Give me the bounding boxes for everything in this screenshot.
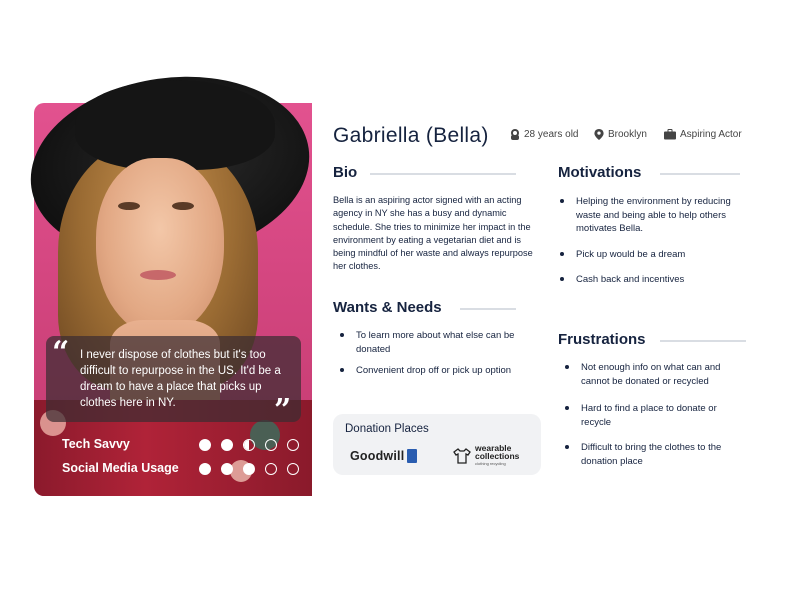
- divider: [660, 340, 746, 342]
- list-item: Not enough info on what can and cannot be donated or recycled: [563, 361, 738, 388]
- age-meta: [510, 129, 578, 140]
- list-item: Pick up would be a dream: [558, 248, 738, 262]
- meter-label: Tech Savvy: [62, 437, 130, 451]
- meter-dots: [199, 463, 299, 475]
- rating-dot: [221, 463, 233, 475]
- rating-dot: [287, 463, 299, 475]
- meter-tech-savvy: [62, 437, 312, 455]
- wearable-line1: wearable: [475, 443, 512, 453]
- meter-social-media: [62, 461, 312, 479]
- meter-dots: [199, 439, 299, 451]
- list-item: Difficult to bring the clothes to the donation place: [563, 441, 738, 468]
- location-text: Brooklyn: [608, 129, 647, 140]
- motivations-heading: Motivations: [558, 164, 642, 181]
- hat-crown-shape: [75, 80, 275, 170]
- rating-dot: [243, 463, 255, 475]
- goodwill-logo: [350, 449, 417, 463]
- goodwill-mark-icon: [407, 449, 417, 463]
- meter-label: Social Media Usage: [62, 461, 179, 475]
- motivations-list: [558, 195, 738, 287]
- rating-dot: [199, 439, 211, 451]
- persona-quote: I never dispose of clothes but it's too difficult to repurpose in the US. It'd be a dream to have a place that picks up clothes here in NY.: [80, 349, 281, 409]
- divider: [370, 173, 516, 175]
- list-item: Cash back and incentives: [558, 273, 738, 287]
- face-shape: [96, 158, 224, 336]
- bio-text: Bella is an aspiring actor signed with an acting agency in NY she has a busy and dynamic schedule. She tries to minimize her impact in the environment by eating a vegetarian diet and is being mindful of her waste and always repurpose her clothes.: [333, 195, 533, 272]
- rating-dot: [199, 463, 211, 475]
- persona-name: Gabriella (Bella): [333, 124, 489, 147]
- frustrations-list: [563, 361, 738, 468]
- divider: [460, 308, 516, 310]
- eye-right: [172, 202, 194, 210]
- rating-dot: [265, 463, 277, 475]
- donation-heading: Donation Places: [345, 423, 429, 435]
- wants-list: [338, 329, 528, 378]
- age-text: 28 years old: [524, 129, 579, 140]
- eye-left: [118, 202, 140, 210]
- location-meta: [594, 129, 647, 140]
- divider: [660, 173, 740, 175]
- occupation-text: Aspiring Actor: [680, 129, 742, 140]
- quote-close-icon: ”: [274, 393, 292, 428]
- list-item: Convenient drop off or pick up option: [338, 364, 528, 378]
- quote-open-icon: “: [52, 335, 70, 370]
- tshirt-icon: [452, 448, 472, 464]
- bio-heading: Bio: [333, 164, 358, 181]
- wearable-line2: collections: [475, 451, 520, 461]
- list-item: To learn more about what else can be donated: [338, 329, 528, 356]
- lips: [140, 270, 176, 280]
- briefcase-icon: [664, 129, 676, 140]
- occupation-meta: [664, 129, 742, 140]
- person-icon: [510, 129, 520, 140]
- wearable-name: [475, 444, 519, 468]
- wants-heading: Wants & Needs: [333, 299, 442, 316]
- wearable-tagline: clothing recycling: [475, 461, 506, 466]
- rating-dot: [221, 439, 233, 451]
- list-item: Helping the environment by reducing waste and being able to help others motivates Bella.: [558, 195, 738, 236]
- frustrations-heading: Frustrations: [558, 331, 646, 348]
- rating-dot: [243, 439, 255, 451]
- location-pin-icon: [594, 129, 604, 140]
- list-item: Hard to find a place to donate or recycle: [563, 402, 738, 429]
- rating-dot: [287, 439, 299, 451]
- wearable-collections-logo: [452, 444, 519, 468]
- goodwill-name: Goodwill: [350, 449, 405, 463]
- rating-dot: [265, 439, 277, 451]
